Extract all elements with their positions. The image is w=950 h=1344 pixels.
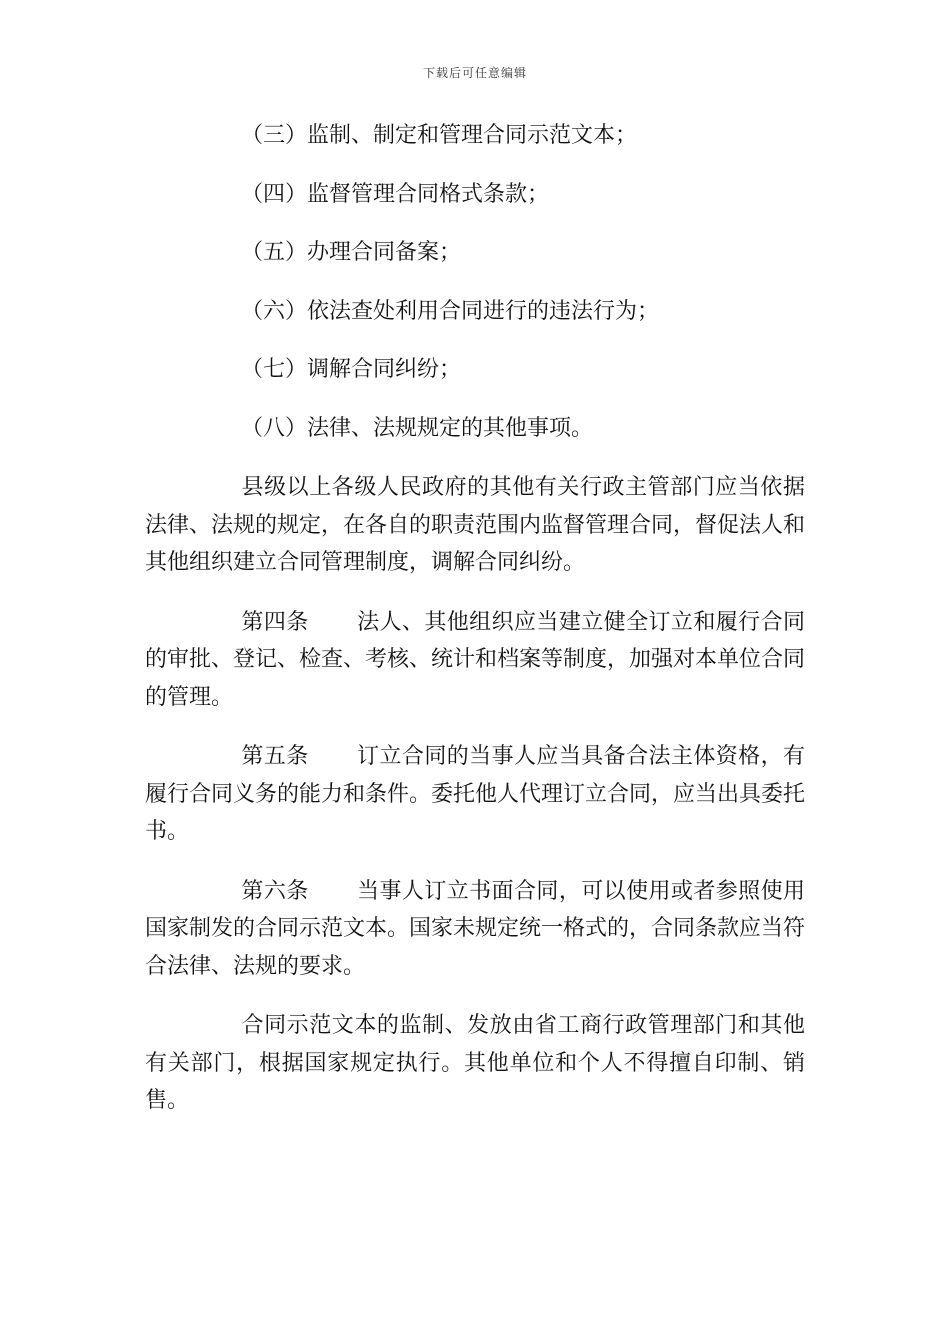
list-item-3: （三）监制、制定和管理合同示范文本； [241,123,638,148]
list-item-4: （四）监督管理合同格式条款； [241,181,550,207]
article-number: 第四条 [241,609,309,635]
article-5 [145,738,805,851]
article-6 [145,873,805,986]
header-note: 下载后可任意编辑 [422,66,527,80]
document-body [145,118,805,1142]
paragraph-county-departments [145,469,805,582]
list-item-7: （七）调解合同纠纷； [241,357,462,382]
paragraph-text: 合同示范文本的监制、发放由省工商行政管理部门和其他有关部门，根据国家规定执行。其他单位和个人不得擅自印制、销售。 [145,1013,805,1113]
list-item-6: （六）依法查处利用合同进行的违法行为； [241,298,660,324]
paragraph-model-text [145,1007,805,1120]
article-number: 第六条 [241,878,309,904]
article-number: 第五条 [241,744,309,769]
article-4 [145,604,805,717]
article-text: 订立合同的当事人应当具备合法主体资格，有履行合同义务的能力和条件。委托他人代理订立合同，应当出具委托书。 [145,744,806,844]
list-item-8: （八）法律、法规规定的其他事项。 [241,415,594,441]
list-item-5: （五）办理合同备案； [241,240,462,265]
article-text: 法人、其他组织应当建立健全订立和履行合同的审批、登记、检查、考核、统计和档案等制度，加强对本单位合同的管理。 [145,609,806,710]
article-text: 当事人订立书面合同，可以使用或者参照使用国家制发的合同示范文本。国家未规定统一格式的，合同条款应当符合法律、法规的要求。 [145,878,806,979]
paragraph-text: 县级以上各级人民政府的其他有关行政主管部门应当依据法律、法规的规定，在各自的职责范围内监督管理合同，督促法人和其他组织建立合同管理制度，调解合同纠纷。 [145,475,806,575]
